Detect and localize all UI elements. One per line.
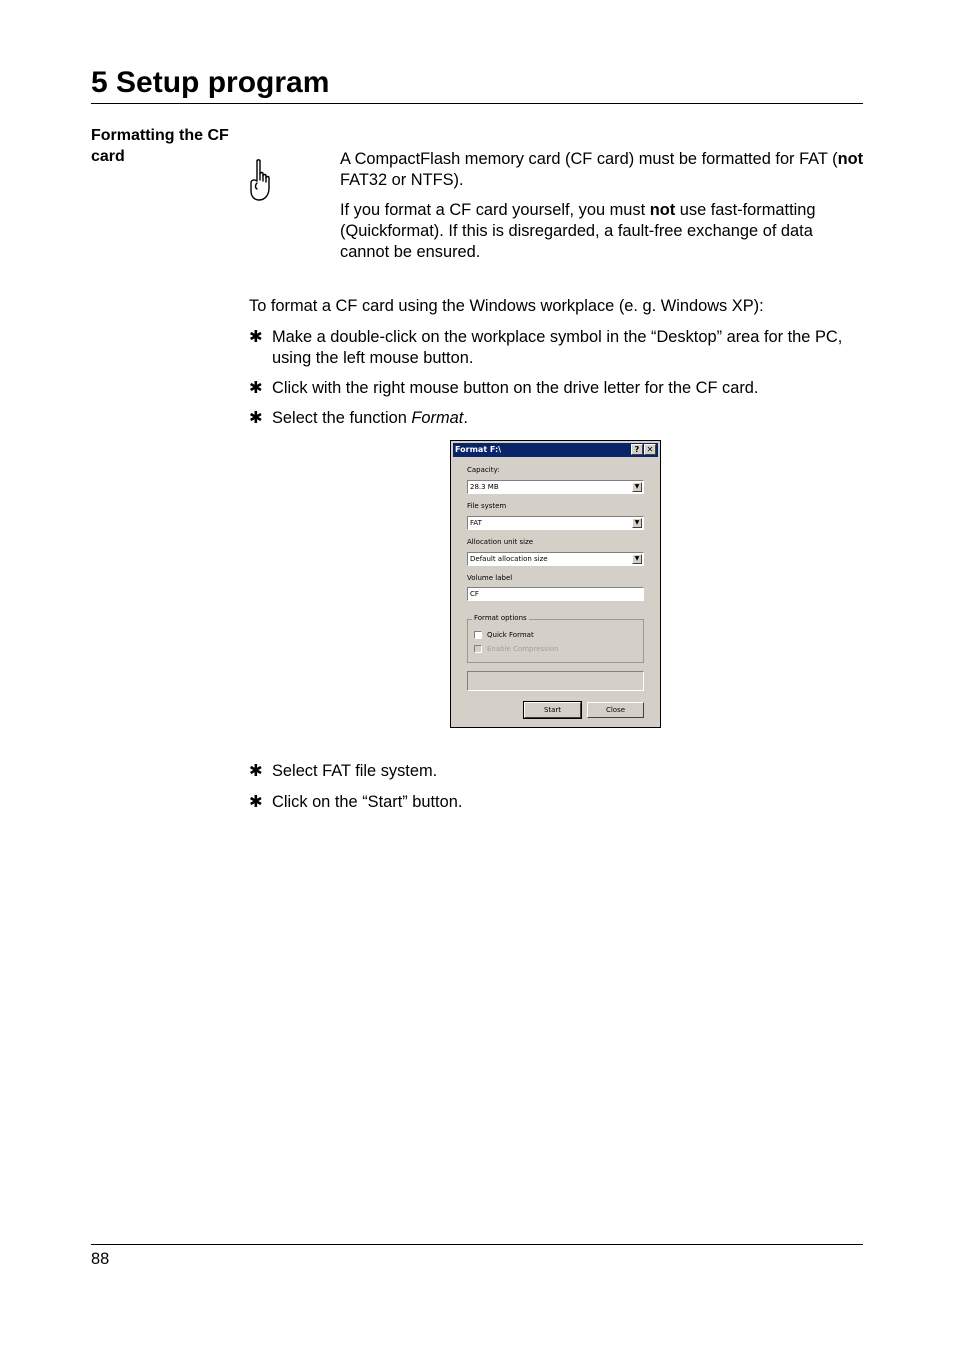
format-options-label: Format options	[474, 614, 527, 622]
bullet-icon: ✱	[249, 762, 263, 780]
format-options-group	[467, 614, 644, 663]
format-dialog	[450, 440, 661, 728]
step-text: Select FAT file system.	[272, 762, 438, 780]
quick-format-label: Quick Format	[487, 631, 534, 639]
capacity-select[interactable]: 28.3 MB ▼	[467, 480, 644, 494]
chevron-down-icon[interactable]: ▼	[632, 554, 642, 564]
allocation-select[interactable]: Default allocation size ▼	[467, 552, 644, 566]
pointing-hand-icon	[248, 158, 274, 202]
note-paragraph: If you format a CF card yourself, you must not use fast-formatting (Quickformat). If this is disregarded, a fault-free exchange of data cannot be ensured.	[340, 201, 816, 261]
progress-bar	[467, 671, 644, 691]
step-text: Click with the right mouse button on the drive letter for the CF card.	[272, 379, 759, 397]
note-paragraph: A CompactFlash memory card (CF card) must be formatted for FAT (not FAT32 or NTFS).	[340, 150, 864, 189]
dialog-titlebar	[453, 443, 658, 457]
step-text: Make a double-click on the workplace symbol in the “Desktop” area for the PC, using the left mouse button.	[272, 328, 843, 367]
allocation-label: Allocation unit size	[467, 538, 534, 546]
dialog-title: Format F:\	[455, 445, 502, 454]
close-icon[interactable]: ✕	[644, 444, 656, 455]
bullet-icon: ✱	[249, 379, 263, 397]
bullet-icon: ✱	[249, 793, 263, 811]
start-button[interactable]: Start	[524, 702, 581, 718]
section-heading: Formatting the CF card	[91, 127, 229, 165]
step-text: Click on the “Start” button.	[272, 793, 463, 811]
note-box	[340, 149, 864, 272]
enable-compression-checkbox	[474, 645, 482, 653]
help-button[interactable]: ?	[631, 444, 643, 455]
function-name: Format	[411, 409, 464, 427]
footer-rule	[91, 1244, 863, 1245]
chevron-down-icon[interactable]: ▼	[632, 518, 642, 528]
capacity-label: Capacity:	[467, 466, 500, 474]
enable-compression-label: Enable Compression	[487, 645, 559, 653]
chevron-down-icon[interactable]: ▼	[632, 482, 642, 492]
chapter-title: 5 Setup program	[91, 66, 330, 99]
emphasis: not	[837, 150, 864, 168]
filesystem-label: File system	[467, 502, 507, 510]
intro-paragraph: To format a CF card using the Windows workplace (e. g. Windows XP):	[249, 297, 764, 315]
emphasis: not	[649, 201, 676, 219]
volume-label: Volume label	[467, 574, 513, 582]
step-text: Select the function Format.	[272, 409, 468, 427]
bullet-icon: ✱	[249, 409, 263, 427]
header-rule	[91, 103, 863, 104]
bullet-icon: ✱	[249, 328, 263, 346]
filesystem-select[interactable]: FAT ▼	[467, 516, 644, 530]
page-number: 88	[91, 1250, 110, 1268]
volume-label-input[interactable]: CF	[467, 587, 644, 601]
close-button[interactable]: Close	[587, 702, 644, 718]
quick-format-checkbox[interactable]	[474, 631, 482, 639]
